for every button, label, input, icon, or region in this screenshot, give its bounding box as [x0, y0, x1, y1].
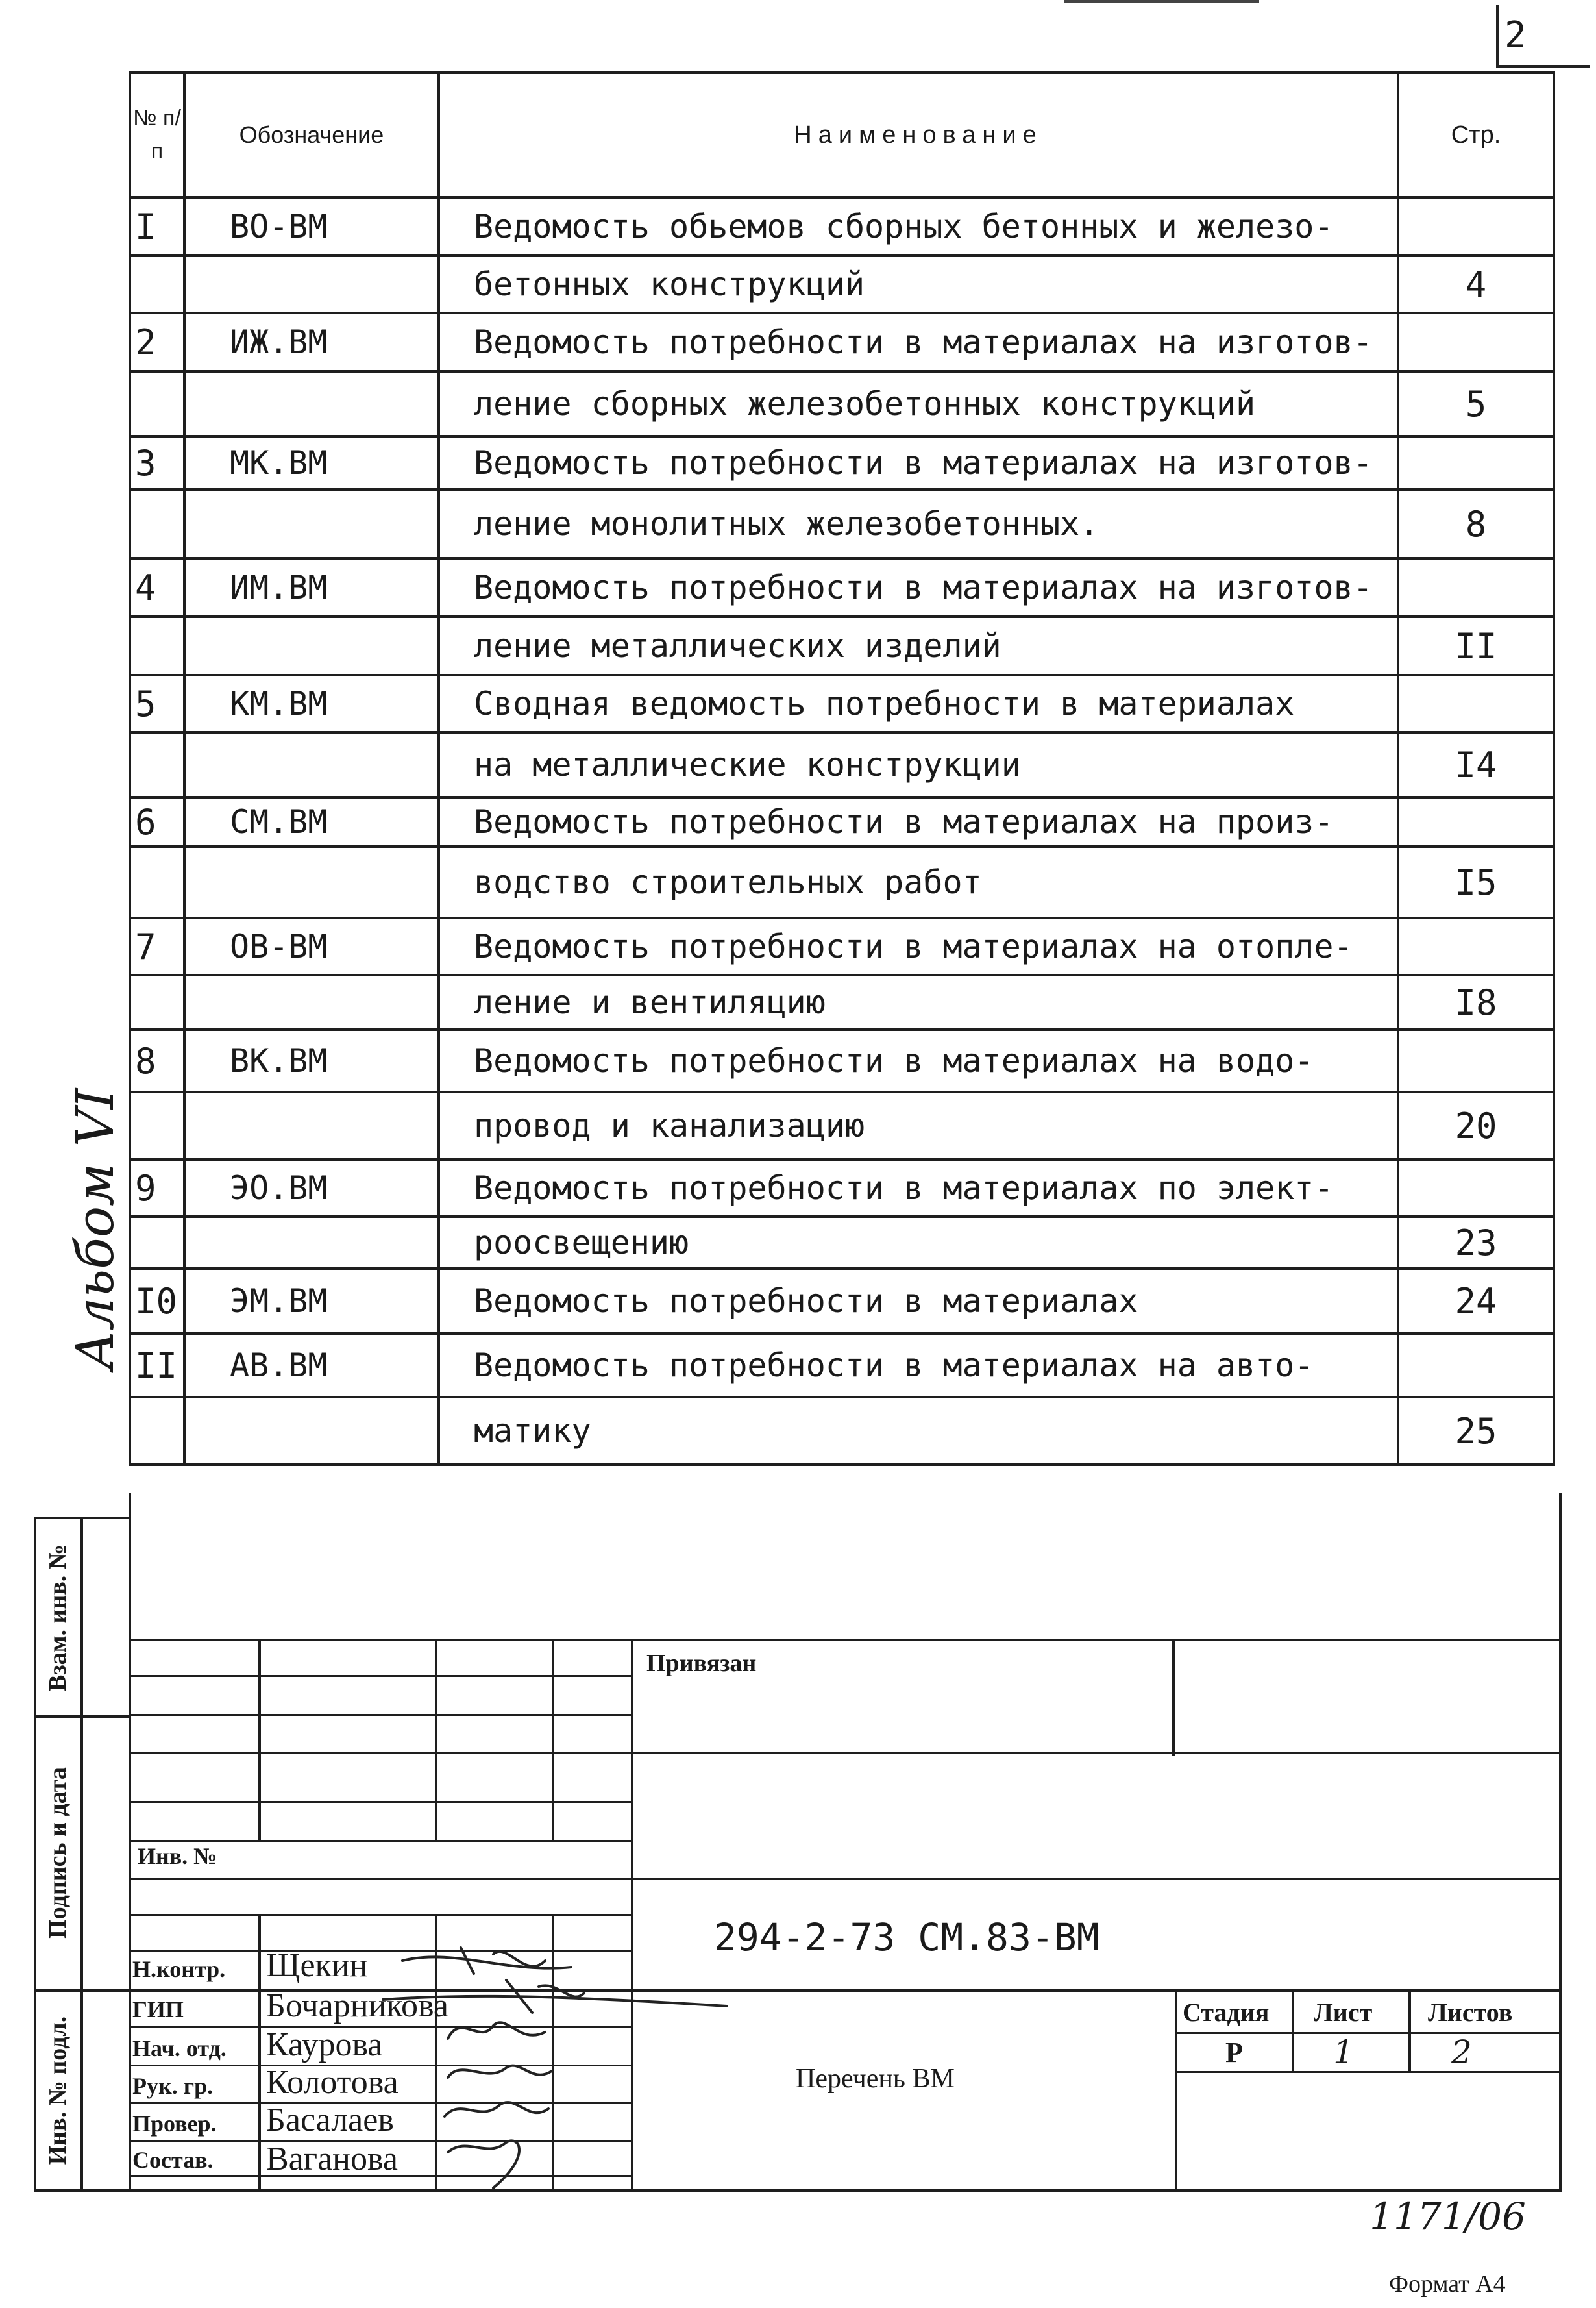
row-name-line2: бетонных конструкций	[439, 256, 1398, 313]
row-code: СМ.ВМ	[184, 797, 439, 847]
document-code: 294-2-73 СМ.83-ВМ	[714, 1915, 1099, 1959]
sheets-value: 2	[1451, 2033, 1472, 2071]
table-row-cont	[130, 617, 1554, 675]
row-page: I8	[1398, 975, 1554, 1030]
row-name-line2: роосвещению	[439, 1217, 1398, 1269]
top-edge-line	[1064, 0, 1259, 3]
row-page: 8	[1398, 490, 1554, 558]
row-num: 2	[130, 313, 184, 371]
signature-basalaev	[445, 2102, 548, 2116]
row-num: II	[130, 1334, 184, 1397]
row-page: I4	[1398, 732, 1554, 797]
table-row	[130, 436, 1554, 490]
role-label: Рук. гр.	[132, 2073, 214, 2099]
row-name-line1: Ведомость потребности в материалах на авто-	[439, 1334, 1398, 1397]
row-num: 7	[130, 918, 184, 975]
contents-table	[129, 71, 1555, 1466]
header-num: № п/п	[130, 73, 184, 197]
table-row	[130, 1269, 1554, 1334]
vzam-inv-label: Взам. инв. №	[44, 1545, 71, 1691]
table-row	[130, 675, 1554, 732]
table-row-cont	[130, 490, 1554, 558]
stage-label: Стадия	[1183, 1998, 1270, 2027]
row-code: КМ.ВМ	[184, 675, 439, 732]
row-num: I	[130, 197, 184, 256]
person-name: Колотова	[266, 2064, 399, 2101]
table-row-cont	[130, 256, 1554, 313]
format-label: Формат А4	[1389, 2270, 1506, 2298]
table-row-cont	[130, 1217, 1554, 1269]
table-row-cont	[130, 1397, 1554, 1465]
row-code: ИМ.ВМ	[184, 558, 439, 617]
table-row	[130, 918, 1554, 975]
row-name-line2: ление монолитных железобетонных.	[439, 490, 1398, 558]
row-name-line1: Ведомость потребности в материалах на водо-	[439, 1030, 1398, 1092]
row-num: 5	[130, 675, 184, 732]
signature-schekin	[402, 1948, 571, 1974]
person-name: Каурова	[266, 2026, 383, 2063]
row-page: 25	[1398, 1397, 1554, 1465]
row-name: Ведомость потребности в материалах	[439, 1269, 1398, 1334]
header-page: Стр.	[1398, 73, 1554, 197]
table-row-cont	[130, 371, 1554, 436]
table-row-cont	[130, 1092, 1554, 1160]
role-label: Нач. отд.	[132, 2035, 227, 2061]
row-page: II	[1398, 617, 1554, 675]
row-num: 6	[130, 797, 184, 847]
signature-bocharnikova	[383, 1980, 727, 2013]
table-row	[130, 313, 1554, 371]
row-code: ЭО.ВМ	[184, 1160, 439, 1217]
table-row-cont	[130, 847, 1554, 918]
row-name-line2: на металлические конструкции	[439, 732, 1398, 797]
sheet-value: 1	[1333, 2033, 1354, 2071]
archive-number: 1171/06	[1369, 2194, 1526, 2239]
row-num: I0	[130, 1269, 184, 1334]
row-code: АВ.ВМ	[184, 1334, 439, 1397]
role-label: Провер.	[132, 2111, 217, 2137]
row-name-line2: ление сборных железобетонных конструкций	[439, 371, 1398, 436]
row-code: ВК.ВМ	[184, 1030, 439, 1092]
sheets-label: Листов	[1428, 1998, 1513, 2027]
table-row	[130, 558, 1554, 617]
row-page: 23	[1398, 1217, 1554, 1269]
person-name: Щекин	[266, 1947, 368, 1984]
inv-no-label: Инв. №	[138, 1843, 217, 1869]
table-row	[130, 1030, 1554, 1092]
row-num: 9	[130, 1160, 184, 1217]
row-code: ИЖ.ВМ	[184, 313, 439, 371]
row-num: 4	[130, 558, 184, 617]
person-name: Басалаев	[266, 2102, 394, 2139]
row-name-line2: ление и вентиляцию	[439, 975, 1398, 1030]
row-code: ЭМ.ВМ	[184, 1269, 439, 1334]
row-name-line1: Ведомость потребности в материалах на изготов-	[439, 313, 1398, 371]
role-label: ГИП	[132, 1996, 184, 2022]
sheet-label: Лист	[1314, 1998, 1373, 2027]
row-name-line1: Ведомость потребности в материалах по элект-	[439, 1160, 1398, 1217]
document-title: Перечень ВМ	[796, 2064, 955, 2094]
header-name: Наименование	[439, 73, 1398, 197]
row-page: 5	[1398, 371, 1554, 436]
table-row-cont	[130, 975, 1554, 1030]
row-page: 4	[1398, 256, 1554, 313]
row-num: 3	[130, 436, 184, 490]
row-name-line1: Ведомость потребности в материалах на изготов-	[439, 558, 1398, 617]
page-number: 2	[1504, 14, 1527, 56]
row-num: 8	[130, 1030, 184, 1092]
row-page: 24	[1398, 1269, 1554, 1334]
role-label: Состав.	[132, 2147, 214, 2173]
album-label: Альбом VI	[65, 1088, 125, 1370]
table-row	[130, 1160, 1554, 1217]
person-name: Бочарникова	[266, 1987, 448, 2024]
signatures	[376, 1935, 740, 2194]
row-name-line2: водство строительных работ	[439, 847, 1398, 918]
row-name-line1: Ведомость потребности в материалах на изготов-	[439, 436, 1398, 490]
role-label: Н.контр.	[132, 1956, 226, 1982]
privyazan-label: Привязан	[646, 1650, 757, 1677]
table-row-cont	[130, 732, 1554, 797]
table-row	[130, 197, 1554, 256]
signature-kaurova	[448, 2022, 545, 2039]
row-page: I5	[1398, 847, 1554, 918]
row-name-line2: матику	[439, 1397, 1398, 1465]
row-name-line1: Ведомость потребности в материалах на отопле-	[439, 918, 1398, 975]
header-code: Обозначение	[184, 73, 439, 197]
row-code: ВО-ВМ	[184, 197, 439, 256]
table-header-row	[130, 73, 1554, 197]
row-code: МК.ВМ	[184, 436, 439, 490]
podpis-data-label: Подпись и дата	[44, 1767, 71, 1939]
row-name-line1: Сводная ведомость потребности в материалах	[439, 675, 1398, 732]
signature-vaganova	[448, 2140, 519, 2188]
signature-kolotova	[448, 2066, 552, 2078]
table-row	[130, 1334, 1554, 1397]
row-name-line2: ление металлических изделий	[439, 617, 1398, 675]
table-row	[130, 797, 1554, 847]
row-code: ОВ-ВМ	[184, 918, 439, 975]
row-name-line2: провод и канализацию	[439, 1092, 1398, 1160]
person-name: Ваганова	[266, 2140, 398, 2178]
row-page: 20	[1398, 1092, 1554, 1160]
stage-value: Р	[1225, 2037, 1243, 2068]
row-name-line1: Ведомость обьемов сборных бетонных и железо-	[439, 197, 1398, 256]
inv-podl-label: Инв. № подл.	[44, 2016, 71, 2165]
row-name-line1: Ведомость потребности в материалах на произ-	[439, 797, 1398, 847]
